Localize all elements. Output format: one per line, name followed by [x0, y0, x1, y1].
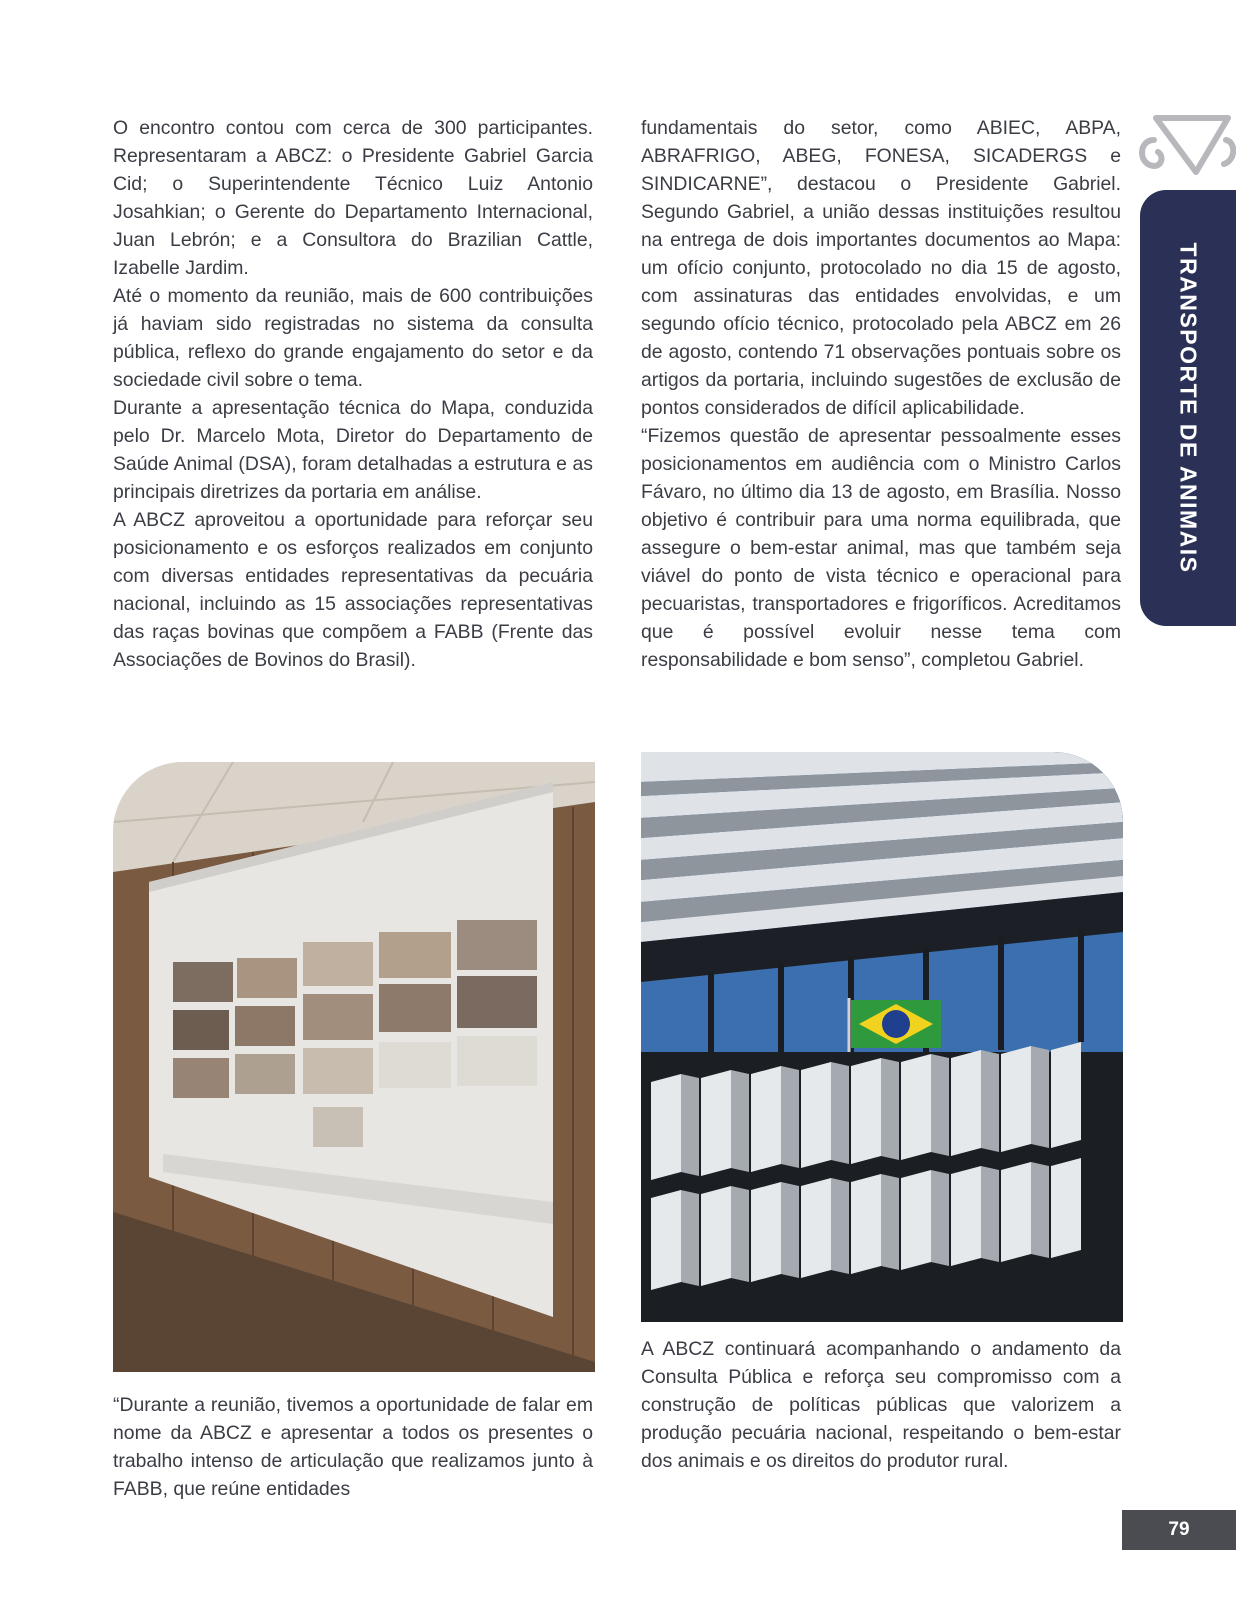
left-column-bottom [113, 1391, 593, 1503]
paragraph: O encontro contou com cerca de 300 participantes. Representaram a ABCZ: o Presidente Gabriel Garcia Cid; o Superintendente Técnico Luiz Antonio Josahkian; o Gerente do Departamento Internacional, Juan Lebrón; e a Consultora do Brazilian Cattle, Izabelle Jardim. [113, 117, 593, 279]
right-column-top [641, 114, 1121, 674]
paragraph: fundamentais do setor, como ABIEC, ABPA, ABRAFRIGO, ABEG, FONESA, SICADERGS e SINDICARNE”, destacou o Presidente Gabriel. Segundo Gabriel, a união dessas instituições resultou na entrega de dois importantes documentos ao Mapa: um ofício conjunto, protocolado no dia 15 de agosto, com assinaturas das entidades envolvidas, e um segundo ofício técnico, protocolado pela ABCZ em 26 de agosto, contendo 71 observações pontuais sobre os artigos da portaria, incluindo sugestões de exclusão de pontos considerados de difícil aplicabilidade. [641, 117, 1121, 419]
page-number: 79 [1122, 1510, 1236, 1550]
zebu-emblem-icon [1136, 110, 1236, 190]
building-photo-illustration [641, 752, 1123, 1322]
right-column-bottom [641, 1335, 1121, 1475]
meeting-photo [113, 762, 595, 1372]
paragraph: Até o momento da reunião, mais de 600 contribuições já haviam sido registradas no sistema da consulta pública, reflexo do grande engajamento do setor e da sociedade civil sobre o tema. [113, 285, 593, 391]
section-side-tab-label: TRANSPORTE DE ANIMAIS [1175, 242, 1202, 574]
building-photo [641, 752, 1123, 1322]
meeting-photo-illustration [113, 762, 595, 1372]
paragraph: A ABCZ continuará acompanhando o andamento da Consulta Pública e reforça seu compromisso com a construção de políticas públicas que valorizem a produção pecuária nacional, respeitando o bem-estar dos animais e os direitos do produtor rural. [641, 1338, 1121, 1472]
paragraph: A ABCZ aproveitou a oportunidade para reforçar seu posicionamento e os esforços realizados em conjunto com diversas entidades representativas da pecuária nacional, incluindo as 15 associações representativas das raças bovinas que compõem a FABB (Frente das Associações de Bovinos do Brasil). [113, 509, 593, 671]
paragraph: Durante a apresentação técnica do Mapa, conduzida pelo Dr. Marcelo Mota, Diretor do Departamento de Saúde Animal (DSA), foram detalhadas a estrutura e as principais diretrizes da portaria em análise. [113, 397, 593, 503]
paragraph: “Fizemos questão de apresentar pessoalmente esses posicionamentos em audiência com o Ministro Carlos Fávaro, no último dia 13 de agosto, em Brasília. Nosso objetivo é contribuir para uma norma equilibrada, que assegure o bem-estar animal, mas que também seja viável do ponto de vista técnico e operacional para pecuaristas, transportadores e frigoríficos. Acreditamos que é possível evoluir nesse tema com responsabilidade e bom senso”, completou Gabriel. [641, 425, 1121, 671]
left-column-top [113, 114, 593, 674]
paragraph: “Durante a reunião, tivemos a oportunidade de falar em nome da ABCZ e apresentar a todos os presentes o trabalho intenso de articulação que realizamos junto à FABB, que reúne entidades [113, 1394, 593, 1500]
